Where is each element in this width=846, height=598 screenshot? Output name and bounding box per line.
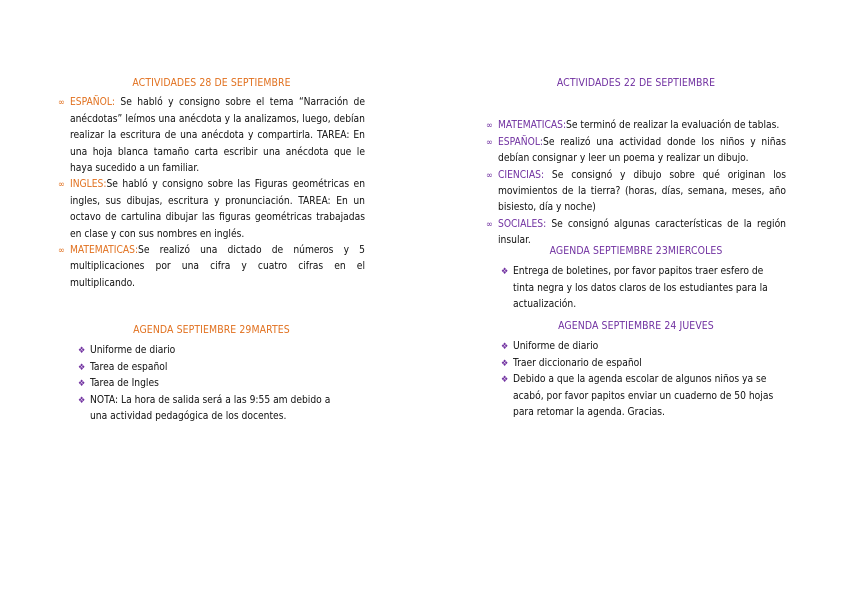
- list-item: [501, 339, 786, 355]
- activity-text: Se terminó de realizar la evaluación de tablas.: [566, 120, 780, 132]
- infinity-bullet-icon: ∞: [58, 246, 65, 257]
- agenda-text: Entrega de boletines, por favor papitos traer esfero de tinta negra y los datos claros de los estudiantes para la actualización.: [513, 266, 768, 311]
- diamond-bullet-icon: ❖: [501, 267, 509, 278]
- subject-label: INGLES:: [70, 179, 107, 191]
- agenda-text: Tarea de Ingles: [90, 378, 159, 390]
- list-item: [78, 376, 338, 392]
- list-item: [78, 360, 338, 376]
- subject-label: MATEMATICAS:: [498, 120, 567, 132]
- diamond-bullet-icon: ❖: [78, 346, 86, 357]
- left-agenda-section: [58, 322, 365, 425]
- agenda-text: Uniforme de diario: [513, 341, 599, 353]
- subject-label: MATEMATICAS:: [70, 245, 139, 257]
- infinity-bullet-icon: ∞: [486, 121, 493, 132]
- agenda-text: Tarea de español: [90, 361, 168, 373]
- activity-text: Se habló y consigno sobre el tema “Narración de anécdotas” leímos una anécdota y la analizamos, luego, debían realizar la escritura de una anécdota y compartirla. TAREA: En una hoja blanca tamaño carta escribir una anécdota que le haya sucedido a un familiar.: [70, 97, 365, 175]
- activity-text: Se habló y consigno sobre las Figuras geométricas en ingles, sus dibujas, escritura y pronunciación. TAREA: En un octavo de cartulina dibujar las figuras geométricas trabajadas en clase y con sus nombres en inglés.: [70, 179, 365, 240]
- list-item: [486, 168, 786, 217]
- infinity-bullet-icon: ∞: [58, 180, 65, 191]
- subject-label: ESPAÑOL:: [70, 97, 116, 109]
- diamond-bullet-icon: ❖: [78, 379, 86, 390]
- right-agenda2-section: [486, 318, 786, 421]
- list-item: [58, 243, 365, 292]
- list-item: [78, 343, 338, 359]
- list-item: [486, 118, 786, 134]
- diamond-bullet-icon: ❖: [501, 375, 509, 386]
- activity-text: Se realizó una actividad donde los niños y niñas debían consignar y leer un poema y realizar un dibujo.: [498, 136, 786, 165]
- diamond-bullet-icon: ❖: [501, 358, 509, 369]
- list-item: [58, 177, 365, 243]
- infinity-bullet-icon: ∞: [486, 219, 493, 230]
- subject-label: SOCIALES:: [498, 218, 547, 230]
- left-activities-section: [58, 75, 365, 292]
- agenda-text: Debido a que la agenda escolar de algunos niños ya se acabó, por favor papitos enviar un cuaderno de 50 hojas para retomar la agenda. Gracias.: [513, 374, 774, 419]
- right-agenda1-title: AGENDA SEPTIEMBRE 23MIERCOLES: [549, 245, 723, 257]
- left-agenda-list: [78, 343, 338, 425]
- infinity-bullet-icon: ∞: [486, 137, 493, 148]
- activity-text: Se consignó algunas características de la región insular.: [498, 218, 786, 247]
- list-item: [501, 372, 786, 421]
- infinity-bullet-icon: ∞: [486, 170, 493, 181]
- right-agenda1-list: [501, 264, 776, 313]
- list-item: [501, 356, 786, 372]
- left-activities-title: ACTIVIDADES 28 DE SEPTIEMBRE: [132, 77, 291, 89]
- list-item: [501, 264, 776, 313]
- agenda-text: Uniforme de diario: [90, 345, 176, 357]
- subject-label: ESPAÑOL:: [498, 136, 544, 148]
- right-agenda2-title: AGENDA SEPTIEMBRE 24 JUEVES: [558, 320, 714, 332]
- right-activities-title: ACTIVIDADES 22 DE SEPTIEMBRE: [556, 77, 716, 89]
- right-activities-list: [486, 118, 786, 249]
- activity-text: Se realizó una dictado de números y 5 multiplicaciones por una cifra y cuatro cifras en el multiplicando.: [70, 245, 365, 289]
- subject-label: CIENCIAS:: [498, 169, 545, 181]
- agenda-text: NOTA: La hora de salida será a las 9:55 am debido a una actividad pedagógica de los docentes.: [90, 394, 331, 423]
- list-item: [58, 95, 365, 177]
- agenda-text: Traer diccionario de español: [513, 357, 642, 369]
- right-agenda2-list: [501, 339, 786, 421]
- left-activities-list: [58, 95, 365, 292]
- list-item: [78, 393, 338, 426]
- right-agenda1-section: [486, 243, 786, 314]
- infinity-bullet-icon: ∞: [58, 98, 65, 109]
- list-item: [486, 135, 786, 168]
- diamond-bullet-icon: ❖: [78, 362, 86, 373]
- activity-text: Se consignó y dibujo sobre qué originan los movimientos de la tierra? (horas, días, semana, meses, año bisiesto, día y noche): [498, 169, 786, 214]
- diamond-bullet-icon: ❖: [78, 395, 86, 406]
- right-activities-section: [486, 75, 786, 250]
- diamond-bullet-icon: ❖: [501, 342, 509, 353]
- left-agenda-title: AGENDA SEPTIEMBRE 29MARTES: [133, 324, 290, 336]
